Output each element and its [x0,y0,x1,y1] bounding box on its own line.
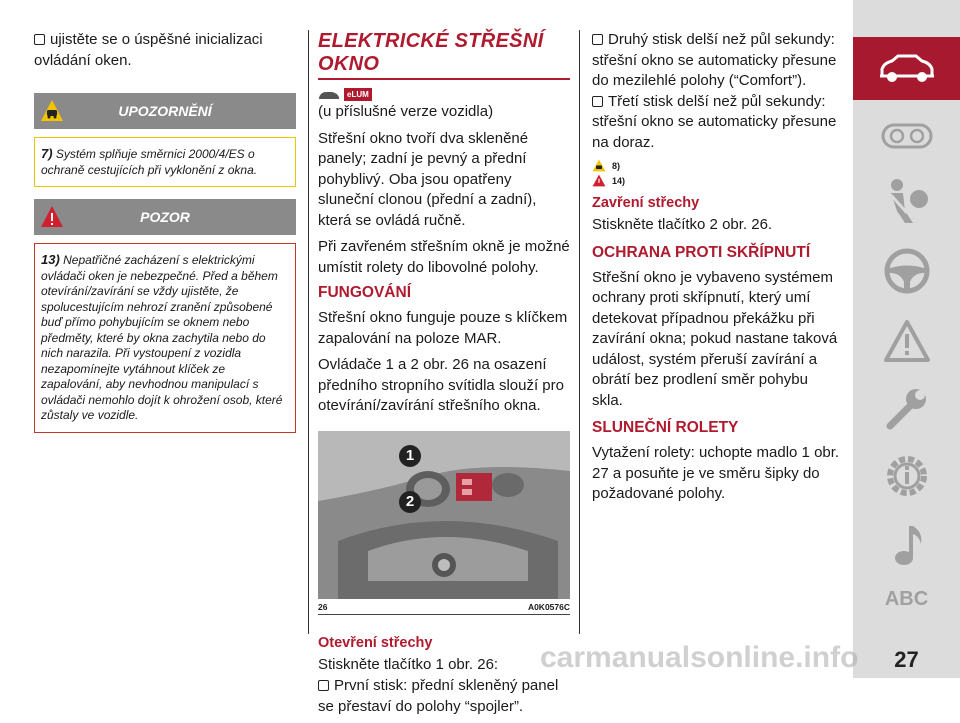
wrench-icon [884,386,930,432]
callout-1: 1 [399,445,421,467]
middle-column [318,30,570,723]
steering-wheel-icon [884,248,930,294]
sidebar-item-driving[interactable] [853,243,960,299]
figure-26 [318,431,570,599]
technical-data-gear-icon [883,452,931,500]
checkbox-icon [34,34,45,45]
seatbelt-airbag-icon [883,177,931,225]
sidebar-item-dashboard[interactable] [853,115,960,157]
caution-banner: POZOR [34,199,296,235]
warning-banner: UPOZORNĚNÍ [34,93,296,129]
music-note-icon [887,522,927,568]
sidebar-item-warnings[interactable] [853,314,960,368]
watermark: carmanualsonline.info [540,641,859,674]
car-icon [876,52,938,86]
callout-2: 2 [399,491,421,513]
paragraph: Střešní okno funguje pouze s klíčkem zapalování na poloze MAR. [318,309,568,347]
page-number: 27 [894,647,919,672]
heading-sun-blinds: SLUNEČNÍ ROLETY [592,419,739,436]
paragraph: Při zavřeném střešním okně je možné umístit rolety do libovolné polohy. [318,238,570,276]
warning-small-icon [592,159,606,172]
heading-open-roof: Otevření střechy [318,634,433,651]
sidebar-item-technical[interactable] [853,447,960,505]
caution-icon [40,205,64,229]
ref-warning-8: 8) [592,159,840,172]
checkbox-icon [592,34,603,45]
caution-box: 13) Nepatřičné zacházení s elektrickými ovládači oken je nebezpečné. Před a během otevírání/zavírání se vždy ujistěte, že spolucestujícím nehrozí zranění způsobené buď přímo pohybujícím se oknem nebo předměty, které by okna zachytila nebo do nich narazila. Při vystoupení z vozidla nezapomínejte vytáhnout klíček ze zapalování, aby nevhodnou manipulací s ovládači nemohlo dojít k ohrožení osob, které zůstaly ve vozidle. [34,243,296,433]
checkbox-icon [318,680,329,691]
version-badge: eLUM [318,88,570,101]
figure-rule [318,614,570,615]
paragraph: Střešní okno tvoří dva skleněné panely; zadní je pevný a přední pohyblivý. Oba jsou opatřeny sluneční clonou (přední a zadní), která se ovládá ručně. [318,129,537,229]
step-second-press: Druhý stisk delší než půl sekundy: střešní okno se automaticky přesune do mezilehlé polohy (“Comfort”). [592,31,837,89]
intro-text: ujistěte se o úspěšné inicializaci ovládání oken. [34,31,263,69]
step-first-press: První stisk: přední skleněný panel se přestaví do polohy “spojler”. [318,677,559,715]
paragraph: Vytažení rolety: uchopte madlo 1 obr. 27 a posuňte je ve směru šipky do požadované polohy. [592,444,840,502]
right-column [592,30,840,511]
sidebar-item-maintenance[interactable] [853,381,960,437]
roof-console-photo [318,431,570,599]
title-underline [318,78,570,80]
sidebar-item-car[interactable] [853,37,960,100]
chapter-sidebar [853,0,960,678]
column-divider [579,30,580,634]
heading-close-roof: Zavření střechy [592,195,700,211]
left-column [34,30,296,433]
ref-caution-14: 14) [592,174,840,187]
abc-label: ABC [884,587,929,610]
sidebar-item-multimedia[interactable] [853,518,960,572]
variant-note: (u příslušné verze vozidla) [318,103,494,120]
warning-box: 7) Systém splňuje směrnici 2000/4/ES o ochraně cestujících při vyklonění z okna. [34,137,296,187]
heading-functioning: FUNGOVÁNÍ [318,284,411,301]
car-warning-icon [40,99,64,123]
column-divider [308,30,309,634]
paragraph: Střešní okno je vybaveno systémem ochrany proti skřípnutí, který umí detekovat případnou překážku při zavírání okna; pokud nastane taková událost, systém přeruší zavírání a obrátí bez prodlení směr pohybu skla. [592,268,838,409]
warning-triangle-icon [883,319,931,363]
sidebar-item-safety[interactable] [853,172,960,230]
heading-anti-pinch: OCHRANA PROTI SKŘÍPNUTÍ [592,243,811,261]
figure-caption: 26 A0K0576C [318,601,570,612]
paragraph: Stiskněte tlačítko 1 obr. 26: [318,655,499,673]
caution-small-icon [592,174,606,187]
step-third-press: Třetí stisk delší než půl sekundy: střešní okno se automaticky přesune na doraz. [592,92,837,151]
paragraph: Stiskněte tlačítko 2 obr. 26. [592,216,773,233]
dashboard-gauges-icon [881,122,933,150]
sidebar-item-index[interactable] [853,584,960,614]
paragraph: Ovládače 1 a 2 obr. 26 na osazení předního stropního svítidla slouží pro otevírání/zavírání střešního okna. [318,356,564,414]
car-silhouette-icon [318,89,340,101]
section-title: ELEKTRICKÉ STŘEŠNÍ OKNO [318,30,544,75]
checkbox-icon [592,96,603,107]
